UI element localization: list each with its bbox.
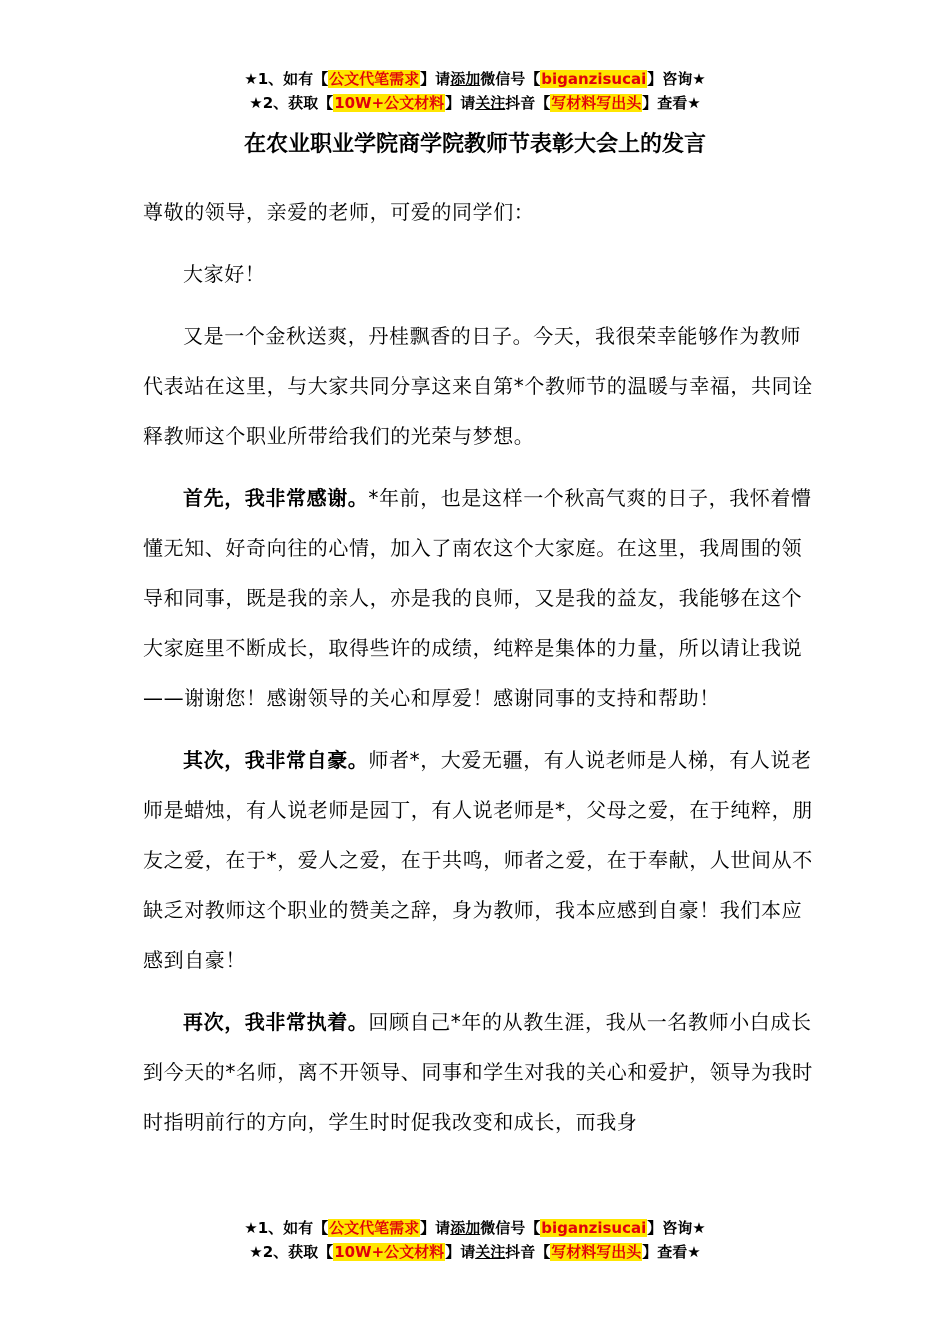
paragraph-lead: 再次，我非常执着。 [183,1010,369,1034]
document-title: 在农业职业学院商学院教师节表彰大会上的发言 [243,132,706,157]
banner-highlight: 公文代笔需求 [329,70,420,88]
banner-text: 微信号【 [480,70,541,88]
banner-line-1 [0,67,950,91]
header-banner [0,67,950,115]
banner-underline: 关注 [475,94,506,112]
paragraph-4 [143,997,819,1147]
paragraph-text: 回顾自己*年的从教生涯，我从一名教师小白成长到今天的*名师，离不开领导、同事和学生对我的关心和爱护，领导为我时时指明前行的方向，学生时时促我改变和成长，而我身 [143,1010,813,1134]
banner-text: 】请 [445,94,476,112]
banner-highlight: biganzisucai [541,1219,647,1237]
banner-text: 】请 [445,1243,476,1261]
banner-underline: 添加 [450,70,481,88]
banner-text: 抖音【 [505,94,551,112]
banner-text: ★2、获取【 [249,1243,334,1261]
paragraph-text: 又是一个金秋送爽，丹桂飘香的日子。今天，我很荣幸能够作为教师代表站在这里，与大家共同分享这来自第*个教师节的温暖与幸福，共同诠释教师这个职业所带给我们的光荣与梦想。 [143,324,813,448]
banner-text: 】查看★ [642,94,701,112]
banner-text: 】查看★ [642,1243,701,1261]
banner-text: ★1、如有【 [244,70,329,88]
banner-highlight: 10W+公文材料 [334,94,445,112]
banner-text: 抖音【 [505,1243,551,1261]
salutation: 尊敬的领导，亲爱的老师，可爱的同学们： [143,200,535,224]
banner-highlight: 写材料写出头 [551,94,642,112]
banner-text: ★1、如有【 [244,1219,329,1237]
document-body [143,187,819,1159]
banner-text: 微信号【 [480,1219,541,1237]
paragraph-text: 师者*，大爱无疆，有人说老师是人梯，有人说老师是蜡烛，有人说老师是园丁，有人说老师是*，父母之爱，在于纯粹，朋友之爱，在于*，爱人之爱，在于共鸣，师者之爱，在于奉献，人世间从不缺乏对教师这个职业的赞美之辞，身为教师，我本应感到自豪！我们本应感到自豪！ [143,748,813,972]
paragraph-1 [143,311,819,461]
banner-highlight: biganzisucai [541,70,647,88]
greeting: 大家好！ [183,262,266,286]
banner-text: 】咨询★ [647,1219,706,1237]
banner-highlight: 10W+公文材料 [334,1243,445,1261]
paragraph-lead: 首先，我非常感谢。 [183,486,369,510]
banner-highlight: 写材料写出头 [551,1243,642,1261]
banner-text: 】请 [420,70,451,88]
paragraph-text: *年前，也是这样一个秋高气爽的日子，我怀着懵懂无知、好奇向往的心情，加入了南农这个大家庭。在这里，我周围的领导和同事，既是我的亲人，亦是我的良师，又是我的益友，我能够在这个大家庭里不断成长，取得些许的成绩，纯粹是集体的力量，所以请让我说——谢谢您！感谢领导的关心和厚爱！感谢同事的支持和帮助！ [143,486,812,710]
banner-underline: 添加 [450,1219,481,1237]
banner-text: 】请 [420,1219,451,1237]
banner-line-2 [0,1240,950,1264]
banner-text: ★2、获取【 [249,94,334,112]
banner-line-1 [0,1216,950,1240]
footer-banner [0,1216,950,1264]
banner-text: 】咨询★ [647,70,706,88]
paragraph-lead: 其次，我非常自豪。 [183,748,369,772]
paragraph-2 [143,473,819,723]
banner-underline: 关注 [475,1243,506,1261]
banner-line-2 [0,91,950,115]
paragraph-3 [143,735,819,985]
banner-highlight: 公文代笔需求 [329,1219,420,1237]
